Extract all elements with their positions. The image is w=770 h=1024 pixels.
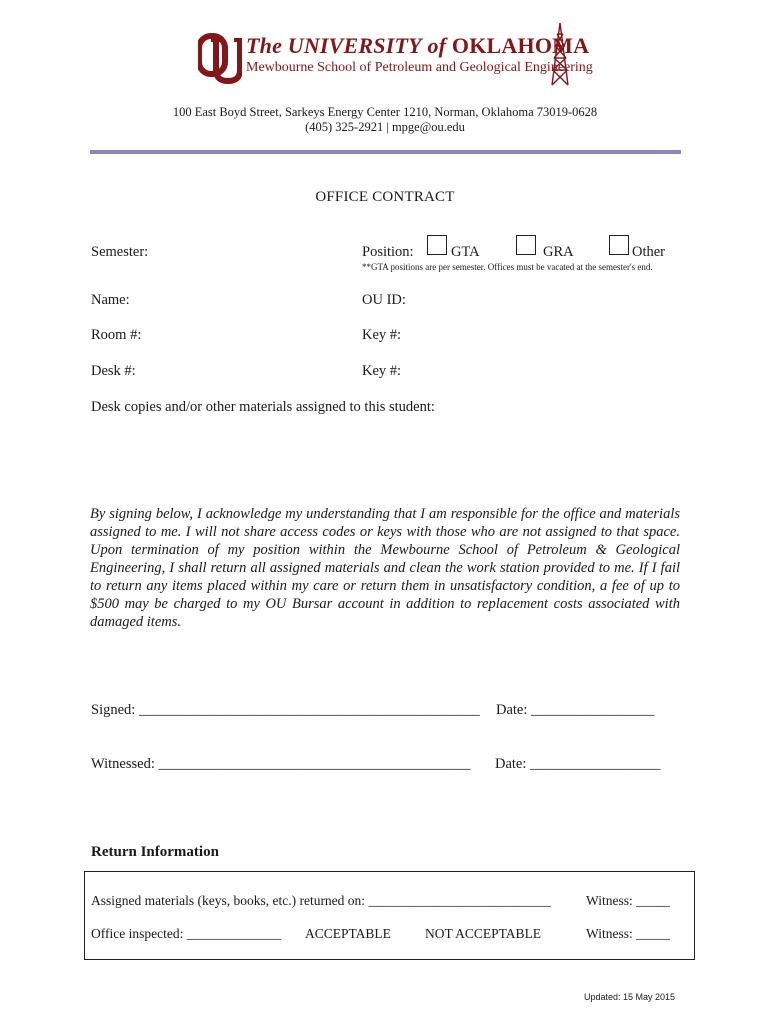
other-option-label: Other — [632, 244, 666, 260]
other-checkbox[interactable] — [609, 235, 629, 255]
form-title: OFFICE CONTRACT — [315, 189, 455, 205]
inspected-line[interactable]: ______________ — [186, 926, 282, 941]
witnessed-label: Witnessed: — [91, 756, 155, 772]
inspected-row — [91, 926, 281, 942]
gta-checkbox[interactable] — [427, 235, 447, 255]
return-witness-line[interactable]: _____ — [636, 893, 670, 908]
updated-date: Updated: 15 May 2015 — [584, 992, 676, 1002]
inspected-label: Office inspected: — [91, 926, 184, 941]
signed-label: Signed: — [91, 702, 136, 718]
witnessed-date-row — [495, 756, 661, 773]
desk-key-label: Key #: — [362, 363, 402, 379]
inspection-witness-row — [586, 926, 670, 942]
not-acceptable-option[interactable]: NOT ACCEPTABLE — [425, 926, 542, 941]
gra-checkbox[interactable] — [516, 235, 536, 255]
inspection-witness-label: Witness: — [586, 926, 633, 941]
returned-label: Assigned materials (keys, books, etc.) returned on: — [91, 893, 366, 908]
gra-option-label: GRA — [543, 244, 574, 260]
returned-line[interactable]: ___________________________ — [368, 893, 551, 908]
return-witness-row — [586, 893, 670, 909]
university-name — [246, 33, 589, 59]
materials-label: Desk copies and/or other materials assigned to this student: — [91, 399, 435, 415]
contact-info: (405) 325-2921 | mpge@ou.edu — [305, 120, 465, 134]
signed-date-line[interactable]: _________________ — [531, 702, 655, 718]
position-label: Position: — [362, 244, 414, 260]
school-name: Mewbourne School of Petroleum and Geological Engineering — [246, 60, 593, 75]
oil-derrick-icon — [550, 22, 570, 86]
return-info-box — [84, 871, 695, 960]
returned-row — [91, 893, 551, 909]
acceptable-option[interactable]: ACCEPTABLE — [305, 926, 391, 941]
return-witness-label: Witness: — [586, 893, 633, 908]
gta-note: **GTA positions are per semester. Offices must be vacated at the semester's end. — [362, 262, 653, 272]
witnessed-line[interactable]: ___________________________________________ — [158, 756, 471, 772]
witnessed-date-label: Date: — [495, 756, 527, 772]
signed-date-row — [496, 702, 654, 719]
witnessed-date-line[interactable]: __________________ — [530, 756, 661, 772]
signed-date-label: Date: — [496, 702, 528, 718]
header-divider — [90, 150, 681, 154]
return-info-title: Return Information — [91, 844, 219, 860]
signed-row — [91, 702, 480, 719]
ou-id-label: OU ID: — [362, 292, 406, 308]
gta-option-label: GTA — [451, 244, 480, 260]
ou-logo-icon — [198, 32, 242, 84]
witnessed-row — [91, 756, 470, 773]
signed-line[interactable]: _______________________________________________ — [138, 702, 480, 718]
semester-label: Semester: — [91, 244, 149, 260]
university-name-suffix: OKLAHOMA — [451, 33, 590, 58]
room-label: Room #: — [91, 327, 142, 343]
acknowledgement-text: By signing below, I acknowledge my understanding that I am responsible for the office and materials assigned to me. I will not share access codes or keys with those who are not assigned to that space. Upon termination of my position within the Mewbourne School of Petroleum & Geological Engineering, I shall return all assigned materials and clean the work station provided to me. If I fail to return any items placed within my care or return them in unsatisfactory condition, a fee of up to $500 may be charged to my OU Bursar account in addition to replacement costs associated with damaged items. — [90, 506, 680, 630]
name-label: Name: — [91, 292, 130, 308]
address: 100 East Boyd Street, Sarkeys Energy Center 1210, Norman, Oklahoma 73019-0628 — [172, 105, 598, 119]
desk-label: Desk #: — [91, 363, 136, 379]
room-key-label: Key #: — [362, 327, 402, 343]
university-name-of: of — [427, 33, 447, 58]
acknowledgement-section — [90, 505, 680, 631]
university-name-prefix: The UNIVERSITY — [246, 33, 422, 58]
inspection-witness-line[interactable]: _____ — [636, 926, 670, 941]
